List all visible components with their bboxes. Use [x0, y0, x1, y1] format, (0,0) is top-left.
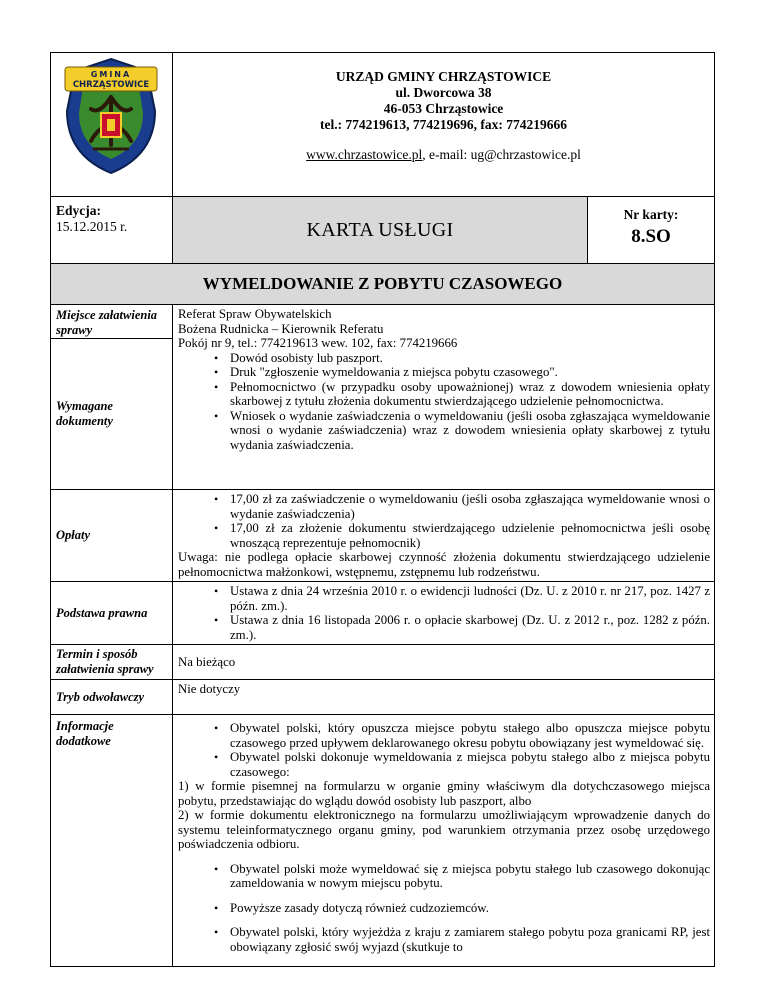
office-name: URZĄD GMINY CHRZĄSTOWICE: [335, 69, 552, 84]
info-list-b: [178, 862, 710, 955]
term-value: Na bieżąco: [173, 645, 715, 680]
office-phones: tel.: 774219613, 774219696, fax: 774219666: [319, 117, 568, 132]
info-item: • Powyższe zasady dotyczą również cudzoziemców.: [230, 901, 710, 916]
appeal-label: Tryb odwoławczy: [51, 680, 173, 715]
place-line-2: Bożena Rudnicka – Kierownik Referatu: [178, 321, 384, 336]
card-number-cell: [588, 197, 715, 264]
logo-text-top: GMINA: [90, 70, 132, 79]
legal-content: [173, 582, 715, 645]
service-title: WYMELDOWANIE Z POBYTU CZASOWEGO: [51, 264, 715, 305]
fees-note: Uwaga: nie podlega opłacie skarbowej czynność złożenia dokumentu stwierdzającego udzielenie pełnomocnictwa małżonkowi, wstępnemu, zstępnemu lub rodzeństwu.: [178, 550, 711, 579]
place-line-3: Pokój nr 9, tel.: 774219613 wew. 102, fax: 774219666: [178, 336, 458, 350]
info-item: • Obywatel polski, który opuszcza miejsce pobytu stałego albo opuszcza miejsce pobytu czasowego przed upływem deklarowanego okresu pobytu obowiązany jest wymeldować się.: [230, 721, 710, 750]
fees-content: [173, 490, 715, 582]
info-item: • Obywatel polski, który wyjeżdża z kraju z zamiarem stałego pobytu poza granicami RP, jest obowiązany zgłosić swój wyjazd (skutkuje to: [230, 925, 710, 954]
info-item: • Obywatel polski dokonuje wymeldowania z miejsca pobytu stałego albo z miejsca pobytu czasowego:: [230, 750, 710, 779]
edition-date: 15.12.2015 r.: [56, 219, 128, 234]
email-separator: , e-mail:: [422, 147, 471, 162]
card-title: KARTA USŁUGI: [173, 197, 588, 264]
info-item: • Obywatel polski może wymeldować się z miejsca pobytu stałego lub czasowego dokonując zameldowania w nowym miejscu pobytu.: [230, 862, 710, 891]
fees-label: Opłaty: [51, 490, 173, 582]
office-city: 46-053 Chrząstowice: [383, 101, 504, 116]
docs-list: [178, 351, 710, 453]
info-list-a: [178, 721, 710, 779]
logo-cell: [51, 53, 173, 197]
card-number-value: 8.SO: [631, 226, 671, 247]
term-label: Termin i sposób załatwienia sprawy: [51, 645, 173, 680]
office-address-block: [173, 53, 715, 197]
place-line-1: Referat Spraw Obywatelskich: [178, 307, 332, 321]
info-content: [173, 715, 715, 967]
legal-label: Podstawa prawna: [51, 582, 173, 645]
office-street: ul. Dworcowa 38: [395, 85, 492, 100]
appeal-value: Nie dotyczy: [173, 680, 715, 715]
info-point-2: 2) w formie dokumentu elektronicznego na formularzu umożliwiającym wprowadzenie danych do systemu teleinformatycznego organu gminy, pod warunkiem otrzymania przez osobę urzędowego poświadczenia odbioru.: [178, 808, 711, 851]
website-link[interactable]: www.chrzastowice.pl: [306, 147, 423, 162]
edition-cell: [51, 197, 173, 264]
logo-text-name: CHRZĄSTOWICE: [72, 80, 150, 90]
fees-item: • 17,00 zł za zaświadczenie o wymeldowaniu (jeśli osoba zgłaszająca wymeldowanie wnosi o wydanie zaświadczenia): [230, 492, 710, 521]
fees-item: • 17,00 zł za złożenie dokumentu stwierdzającego udzielenie pełnomocnictwa jeśli osobę wnoszącą reprezentuje pełnomocnik): [230, 521, 710, 550]
service-card-table: [50, 52, 715, 967]
edition-label: Edycja:: [56, 203, 101, 218]
gmina-coat-of-arms-logo: [51, 53, 171, 179]
docs-item: • Wniosek o wydanie zaświadczenia o wymeldowaniu (jeśli osoba zgłaszająca wymeldowanie wnosi o wydanie zaświadczenia) wraz z dowodem wniesienia opłaty skarbowej z tytułu wydania zaświadczenia.: [230, 409, 710, 453]
info-label: Informacje dodatkowe: [51, 715, 173, 967]
card-number-label: Nr karty:: [623, 207, 679, 222]
contact-line: [173, 147, 714, 163]
docs-item: • Pełnomocnictwo (w przypadku osoby upoważnionej) wraz z dowodem wniesienia opłaty skarbowej z tytułu złożenia dokumentu stwierdzającego udzielenie pełnomocnictwa.: [230, 380, 710, 409]
docs-label: Wymagane dokumenty: [51, 339, 173, 490]
email-address[interactable]: ug@chrzastowice.pl: [470, 147, 581, 162]
fees-list: [178, 492, 710, 550]
place-and-docs-content: [173, 305, 715, 490]
legal-list: [178, 584, 710, 642]
legal-item: • Ustawa z dnia 16 listopada 2006 r. o opłacie skarbowej (Dz. U. z 2012 r., poz. 1282 z późn. zm.).: [230, 613, 710, 642]
legal-item: • Ustawa z dnia 24 września 2010 r. o ewidencji ludności (Dz. U. z 2010 r. nr 217, poz. 1427 z późn. zm.).: [230, 584, 710, 613]
place-label: Miejsce załatwienia sprawy: [51, 305, 173, 339]
docs-item: • Dowód osobisty lub paszport.: [230, 351, 710, 366]
info-point-1: 1) w formie pisemnej na formularzu w organie gminy właściwym dla dotychczasowego miejsca pobytu, przedstawiając do wglądu dowód osobisty lub paszport, albo: [178, 779, 711, 808]
docs-item: • Druk "zgłoszenie wymeldowania z miejsca pobytu czasowego".: [230, 365, 710, 380]
